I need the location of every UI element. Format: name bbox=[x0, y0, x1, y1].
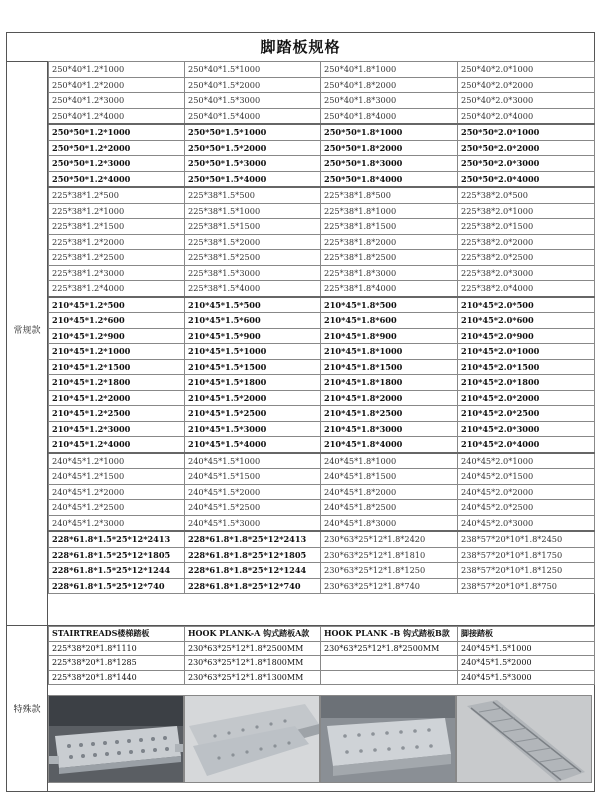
spec-cell: 230*63*25*12*1.8*2420 bbox=[321, 531, 458, 547]
spec-cell: 230*63*25*12*1.8*1250 bbox=[321, 563, 458, 579]
spec-cell: 240*45*1.2*3000 bbox=[49, 515, 185, 531]
spec-cell: 250*50*1.5*2000 bbox=[185, 140, 321, 156]
spec-row bbox=[49, 437, 595, 453]
spec-cell: 228*61.8*1.8*25*12*740 bbox=[185, 578, 321, 594]
spec-cell: 250*50*1.8*3000 bbox=[321, 156, 458, 172]
spec-cell: 210*45*2.0*900 bbox=[458, 328, 595, 344]
spec-cell: 250*40*1.8*4000 bbox=[321, 108, 458, 124]
spec-cell: 240*45*1.8*1500 bbox=[321, 469, 458, 485]
spec-cell: 225*38*2.0*4000 bbox=[458, 281, 595, 297]
spec-cell: 250*40*1.2*1000 bbox=[49, 62, 185, 78]
spec-cell: 250*50*1.2*1000 bbox=[49, 124, 185, 140]
spec-cell: 238*57*20*10*1.8*750 bbox=[458, 578, 595, 594]
spec-cell: 210*45*1.2*600 bbox=[49, 313, 185, 329]
spec-cell: 210*45*1.8*900 bbox=[321, 328, 458, 344]
spec-row bbox=[49, 531, 595, 547]
special-spec-table bbox=[48, 626, 595, 685]
spec-row bbox=[49, 359, 595, 375]
special-cell: 240*45*1.5*1000 bbox=[458, 641, 595, 656]
spec-cell: 225*38*1.2*3000 bbox=[49, 265, 185, 281]
spec-cell: 225*38*1.5*1000 bbox=[185, 203, 321, 219]
spec-cell: 240*45*1.8*1000 bbox=[321, 453, 458, 469]
spec-cell: 210*45*1.8*1800 bbox=[321, 375, 458, 391]
spec-cell: 210*45*1.8*2000 bbox=[321, 390, 458, 406]
special-header-cell: HOOK PLANK -B 钩式踏板B款 bbox=[321, 627, 458, 642]
spec-cell: 250*50*1.8*1000 bbox=[321, 124, 458, 140]
spec-cell: 225*38*1.5*1500 bbox=[185, 219, 321, 235]
spec-cell: 210*45*2.0*1000 bbox=[458, 344, 595, 360]
spec-cell: 210*45*2.0*1800 bbox=[458, 375, 595, 391]
spec-cell: 210*45*1.5*500 bbox=[185, 297, 321, 313]
stair-tread-photo bbox=[48, 695, 184, 783]
spec-cell: 225*38*1.5*500 bbox=[185, 187, 321, 203]
spec-cell: 250*40*1.8*2000 bbox=[321, 77, 458, 93]
special-row bbox=[49, 656, 595, 671]
spec-cell: 250*50*2.0*3000 bbox=[458, 156, 595, 172]
spec-row bbox=[49, 313, 595, 329]
special-row bbox=[49, 670, 595, 685]
spec-row bbox=[49, 578, 595, 594]
spec-cell: 250*50*1.2*4000 bbox=[49, 171, 185, 187]
spec-cell: 240*45*2.0*2000 bbox=[458, 484, 595, 500]
spec-row bbox=[49, 515, 595, 531]
spec-cell: 225*38*1.2*4000 bbox=[49, 281, 185, 297]
joint-plank-photo bbox=[456, 695, 592, 783]
special-header-cell: 脚接踏板 bbox=[458, 627, 595, 642]
spec-cell: 250*50*1.5*4000 bbox=[185, 171, 321, 187]
spec-cell: 250*50*1.5*1000 bbox=[185, 124, 321, 140]
spec-cell: 250*40*2.0*3000 bbox=[458, 93, 595, 109]
spec-cell: 250*50*1.2*3000 bbox=[49, 156, 185, 172]
spec-cell: 225*38*2.0*1500 bbox=[458, 219, 595, 235]
special-cell: 230*63*25*12*1.8*2500MM bbox=[321, 641, 458, 656]
spec-cell: 225*38*1.2*2000 bbox=[49, 234, 185, 250]
spec-cell: 250*50*1.8*4000 bbox=[321, 171, 458, 187]
spec-cell: 240*45*2.0*1000 bbox=[458, 453, 595, 469]
spec-row bbox=[49, 297, 595, 313]
spec-cell: 210*45*1.5*600 bbox=[185, 313, 321, 329]
spec-cell: 250*40*1.2*2000 bbox=[49, 77, 185, 93]
spec-cell: 225*38*2.0*500 bbox=[458, 187, 595, 203]
spec-cell: 240*45*2.0*2500 bbox=[458, 500, 595, 516]
spec-row bbox=[49, 108, 595, 124]
regular-spec-table bbox=[48, 61, 595, 594]
spec-row bbox=[49, 187, 595, 203]
spec-cell: 228*61.8*1.5*25*12*1244 bbox=[49, 563, 185, 579]
spec-cell: 210*45*2.0*2500 bbox=[458, 406, 595, 422]
spec-row bbox=[49, 62, 595, 78]
spec-row bbox=[49, 469, 595, 485]
spec-cell: 225*38*1.2*500 bbox=[49, 187, 185, 203]
spec-cell: 210*45*1.5*2000 bbox=[185, 390, 321, 406]
spec-cell: 210*45*1.2*3000 bbox=[49, 421, 185, 437]
spec-cell: 250*50*1.8*2000 bbox=[321, 140, 458, 156]
spec-sheet bbox=[6, 32, 595, 792]
spec-cell: 240*45*2.0*3000 bbox=[458, 515, 595, 531]
special-cell bbox=[321, 670, 458, 685]
spec-row bbox=[49, 484, 595, 500]
spec-cell: 250*50*1.2*2000 bbox=[49, 140, 185, 156]
spec-cell: 250*50*2.0*4000 bbox=[458, 171, 595, 187]
spec-cell: 250*40*1.8*3000 bbox=[321, 93, 458, 109]
special-section-label-cell bbox=[7, 626, 48, 792]
spec-cell: 210*45*1.5*1500 bbox=[185, 359, 321, 375]
spec-cell: 210*45*1.2*4000 bbox=[49, 437, 185, 453]
spec-cell: 225*38*2.0*2500 bbox=[458, 250, 595, 266]
spec-row bbox=[49, 281, 595, 297]
spec-row bbox=[49, 124, 595, 140]
spec-cell: 210*45*1.5*4000 bbox=[185, 437, 321, 453]
special-cell bbox=[321, 656, 458, 671]
spec-row bbox=[49, 375, 595, 391]
special-cell: 230*63*25*12*1.8*1300MM bbox=[185, 670, 321, 685]
spec-cell: 250*50*2.0*2000 bbox=[458, 140, 595, 156]
spec-cell: 225*38*1.2*2500 bbox=[49, 250, 185, 266]
spec-cell: 228*61.8*1.8*25*12*1805 bbox=[185, 547, 321, 563]
spec-row bbox=[49, 77, 595, 93]
spec-cell: 210*45*2.0*500 bbox=[458, 297, 595, 313]
spec-cell: 250*40*2.0*2000 bbox=[458, 77, 595, 93]
spec-cell: 210*45*1.8*600 bbox=[321, 313, 458, 329]
special-header-cell: STAIRTREADS楼梯踏板 bbox=[49, 627, 185, 642]
spec-row bbox=[49, 140, 595, 156]
spec-cell: 225*38*1.2*1000 bbox=[49, 203, 185, 219]
spec-row bbox=[49, 219, 595, 235]
spec-row bbox=[49, 265, 595, 281]
special-header-row bbox=[49, 627, 595, 642]
spec-cell: 240*45*1.5*2500 bbox=[185, 500, 321, 516]
hook-plank-b-photo bbox=[320, 695, 456, 783]
spec-cell: 210*45*2.0*1500 bbox=[458, 359, 595, 375]
spec-cell: 225*38*1.5*2500 bbox=[185, 250, 321, 266]
spec-cell: 210*45*1.2*1800 bbox=[49, 375, 185, 391]
spec-cell: 238*57*20*10*1.8*1750 bbox=[458, 547, 595, 563]
spec-cell: 210*45*1.8*1000 bbox=[321, 344, 458, 360]
spec-cell: 240*45*1.2*1000 bbox=[49, 453, 185, 469]
special-cell: 230*63*25*12*1.8*1800MM bbox=[185, 656, 321, 671]
spec-cell: 228*61.8*1.5*25*12*1805 bbox=[49, 547, 185, 563]
spec-cell: 250*40*1.5*4000 bbox=[185, 108, 321, 124]
special-cell: 225*38*20*1.8*1110 bbox=[49, 641, 185, 656]
spec-cell: 225*38*1.2*1500 bbox=[49, 219, 185, 235]
spec-cell: 228*61.8*1.8*25*12*2413 bbox=[185, 531, 321, 547]
special-header-cell: HOOK PLANK-A 钩式踏板A款 bbox=[185, 627, 321, 642]
spec-cell: 250*40*1.2*4000 bbox=[49, 108, 185, 124]
spec-cell: 250*40*1.5*1000 bbox=[185, 62, 321, 78]
spec-cell: 240*45*1.5*1000 bbox=[185, 453, 321, 469]
spec-cell: 250*40*2.0*4000 bbox=[458, 108, 595, 124]
special-cell: 225*38*20*1.8*1285 bbox=[49, 656, 185, 671]
spec-row bbox=[49, 453, 595, 469]
spec-cell: 240*45*1.5*2000 bbox=[185, 484, 321, 500]
spec-cell: 230*63*25*12*1.8*740 bbox=[321, 578, 458, 594]
spec-cell: 225*38*1.5*3000 bbox=[185, 265, 321, 281]
spec-cell: 225*38*1.8*4000 bbox=[321, 281, 458, 297]
spec-row bbox=[49, 563, 595, 579]
spec-row bbox=[49, 156, 595, 172]
spec-cell: 225*38*1.8*2000 bbox=[321, 234, 458, 250]
spec-cell: 210*45*2.0*3000 bbox=[458, 421, 595, 437]
spec-cell: 210*45*1.8*3000 bbox=[321, 421, 458, 437]
spec-cell: 240*45*2.0*1500 bbox=[458, 469, 595, 485]
spec-cell: 225*38*2.0*3000 bbox=[458, 265, 595, 281]
spec-row bbox=[49, 171, 595, 187]
spec-cell: 210*45*1.8*1500 bbox=[321, 359, 458, 375]
spec-cell: 210*45*1.5*1000 bbox=[185, 344, 321, 360]
spec-cell: 210*45*1.5*3000 bbox=[185, 421, 321, 437]
spec-cell: 250*40*1.8*1000 bbox=[321, 62, 458, 78]
spec-row bbox=[49, 234, 595, 250]
spec-row bbox=[49, 328, 595, 344]
spec-cell: 225*38*2.0*2000 bbox=[458, 234, 595, 250]
spec-cell: 210*45*1.2*1000 bbox=[49, 344, 185, 360]
spec-cell: 225*38*1.5*4000 bbox=[185, 281, 321, 297]
spec-cell: 240*45*1.5*1500 bbox=[185, 469, 321, 485]
special-cell: 240*45*1.5*3000 bbox=[458, 670, 595, 685]
spec-cell: 210*45*1.5*2500 bbox=[185, 406, 321, 422]
spec-row bbox=[49, 421, 595, 437]
spec-cell: 210*45*1.8*500 bbox=[321, 297, 458, 313]
product-photos bbox=[48, 695, 592, 783]
spec-cell: 210*45*2.0*600 bbox=[458, 313, 595, 329]
spec-cell: 225*38*1.8*500 bbox=[321, 187, 458, 203]
spec-cell: 210*45*2.0*4000 bbox=[458, 437, 595, 453]
spec-row bbox=[49, 344, 595, 360]
spec-cell: 210*45*1.5*900 bbox=[185, 328, 321, 344]
spec-cell: 228*61.8*1.5*25*12*740 bbox=[49, 578, 185, 594]
spec-row bbox=[49, 250, 595, 266]
spec-row bbox=[49, 547, 595, 563]
spec-cell: 250*40*1.5*3000 bbox=[185, 93, 321, 109]
special-cell: 240*45*1.5*2000 bbox=[458, 656, 595, 671]
spec-row bbox=[49, 93, 595, 109]
spec-cell: 225*38*2.0*1000 bbox=[458, 203, 595, 219]
spec-cell: 210*45*1.2*900 bbox=[49, 328, 185, 344]
spec-cell: 238*57*20*10*1.8*1250 bbox=[458, 563, 595, 579]
spec-cell: 210*45*1.2*500 bbox=[49, 297, 185, 313]
spec-cell: 238*57*20*10*1.8*2450 bbox=[458, 531, 595, 547]
regular-section-label: 常规款 bbox=[13, 326, 41, 336]
spec-cell: 240*45*1.8*2000 bbox=[321, 484, 458, 500]
spec-row bbox=[49, 406, 595, 422]
special-cell: 230*63*25*12*1.8*2500MM bbox=[185, 641, 321, 656]
special-section-label: 特殊款 bbox=[13, 705, 41, 715]
spec-cell: 250*40*1.5*2000 bbox=[185, 77, 321, 93]
spec-row bbox=[49, 203, 595, 219]
spec-cell: 225*38*1.5*2000 bbox=[185, 234, 321, 250]
spec-cell: 210*45*2.0*2000 bbox=[458, 390, 595, 406]
spec-cell: 250*50*1.5*3000 bbox=[185, 156, 321, 172]
spec-cell: 228*61.8*1.5*25*12*2413 bbox=[49, 531, 185, 547]
special-row bbox=[49, 641, 595, 656]
spec-cell: 230*63*25*12*1.8*1810 bbox=[321, 547, 458, 563]
spec-cell: 210*45*1.2*1500 bbox=[49, 359, 185, 375]
page-title: 脚踏板规格 bbox=[7, 33, 594, 62]
spec-cell: 210*45*1.8*4000 bbox=[321, 437, 458, 453]
spec-cell: 225*38*1.8*3000 bbox=[321, 265, 458, 281]
spec-row bbox=[49, 500, 595, 516]
spec-cell: 240*45*1.2*2500 bbox=[49, 500, 185, 516]
spec-cell: 250*50*2.0*1000 bbox=[458, 124, 595, 140]
spec-cell: 225*38*1.8*1000 bbox=[321, 203, 458, 219]
spec-cell: 240*45*1.5*3000 bbox=[185, 515, 321, 531]
special-cell: 225*38*20*1.8*1440 bbox=[49, 670, 185, 685]
spec-cell: 240*45*1.8*3000 bbox=[321, 515, 458, 531]
spec-cell: 210*45*1.8*2500 bbox=[321, 406, 458, 422]
spec-cell: 225*38*1.8*2500 bbox=[321, 250, 458, 266]
hook-plank-a-photo bbox=[184, 695, 320, 783]
spec-row bbox=[49, 390, 595, 406]
spec-cell: 210*45*1.2*2000 bbox=[49, 390, 185, 406]
spec-cell: 210*45*1.2*2500 bbox=[49, 406, 185, 422]
spec-cell: 225*38*1.8*1500 bbox=[321, 219, 458, 235]
spec-cell: 240*45*1.2*2000 bbox=[49, 484, 185, 500]
spec-cell: 240*45*1.2*1500 bbox=[49, 469, 185, 485]
spec-cell: 228*61.8*1.8*25*12*1244 bbox=[185, 563, 321, 579]
spec-cell: 250*40*2.0*1000 bbox=[458, 62, 595, 78]
spec-cell: 210*45*1.5*1800 bbox=[185, 375, 321, 391]
regular-section-label-cell bbox=[7, 61, 48, 625]
spec-cell: 250*40*1.2*3000 bbox=[49, 93, 185, 109]
spec-cell: 240*45*1.8*2500 bbox=[321, 500, 458, 516]
